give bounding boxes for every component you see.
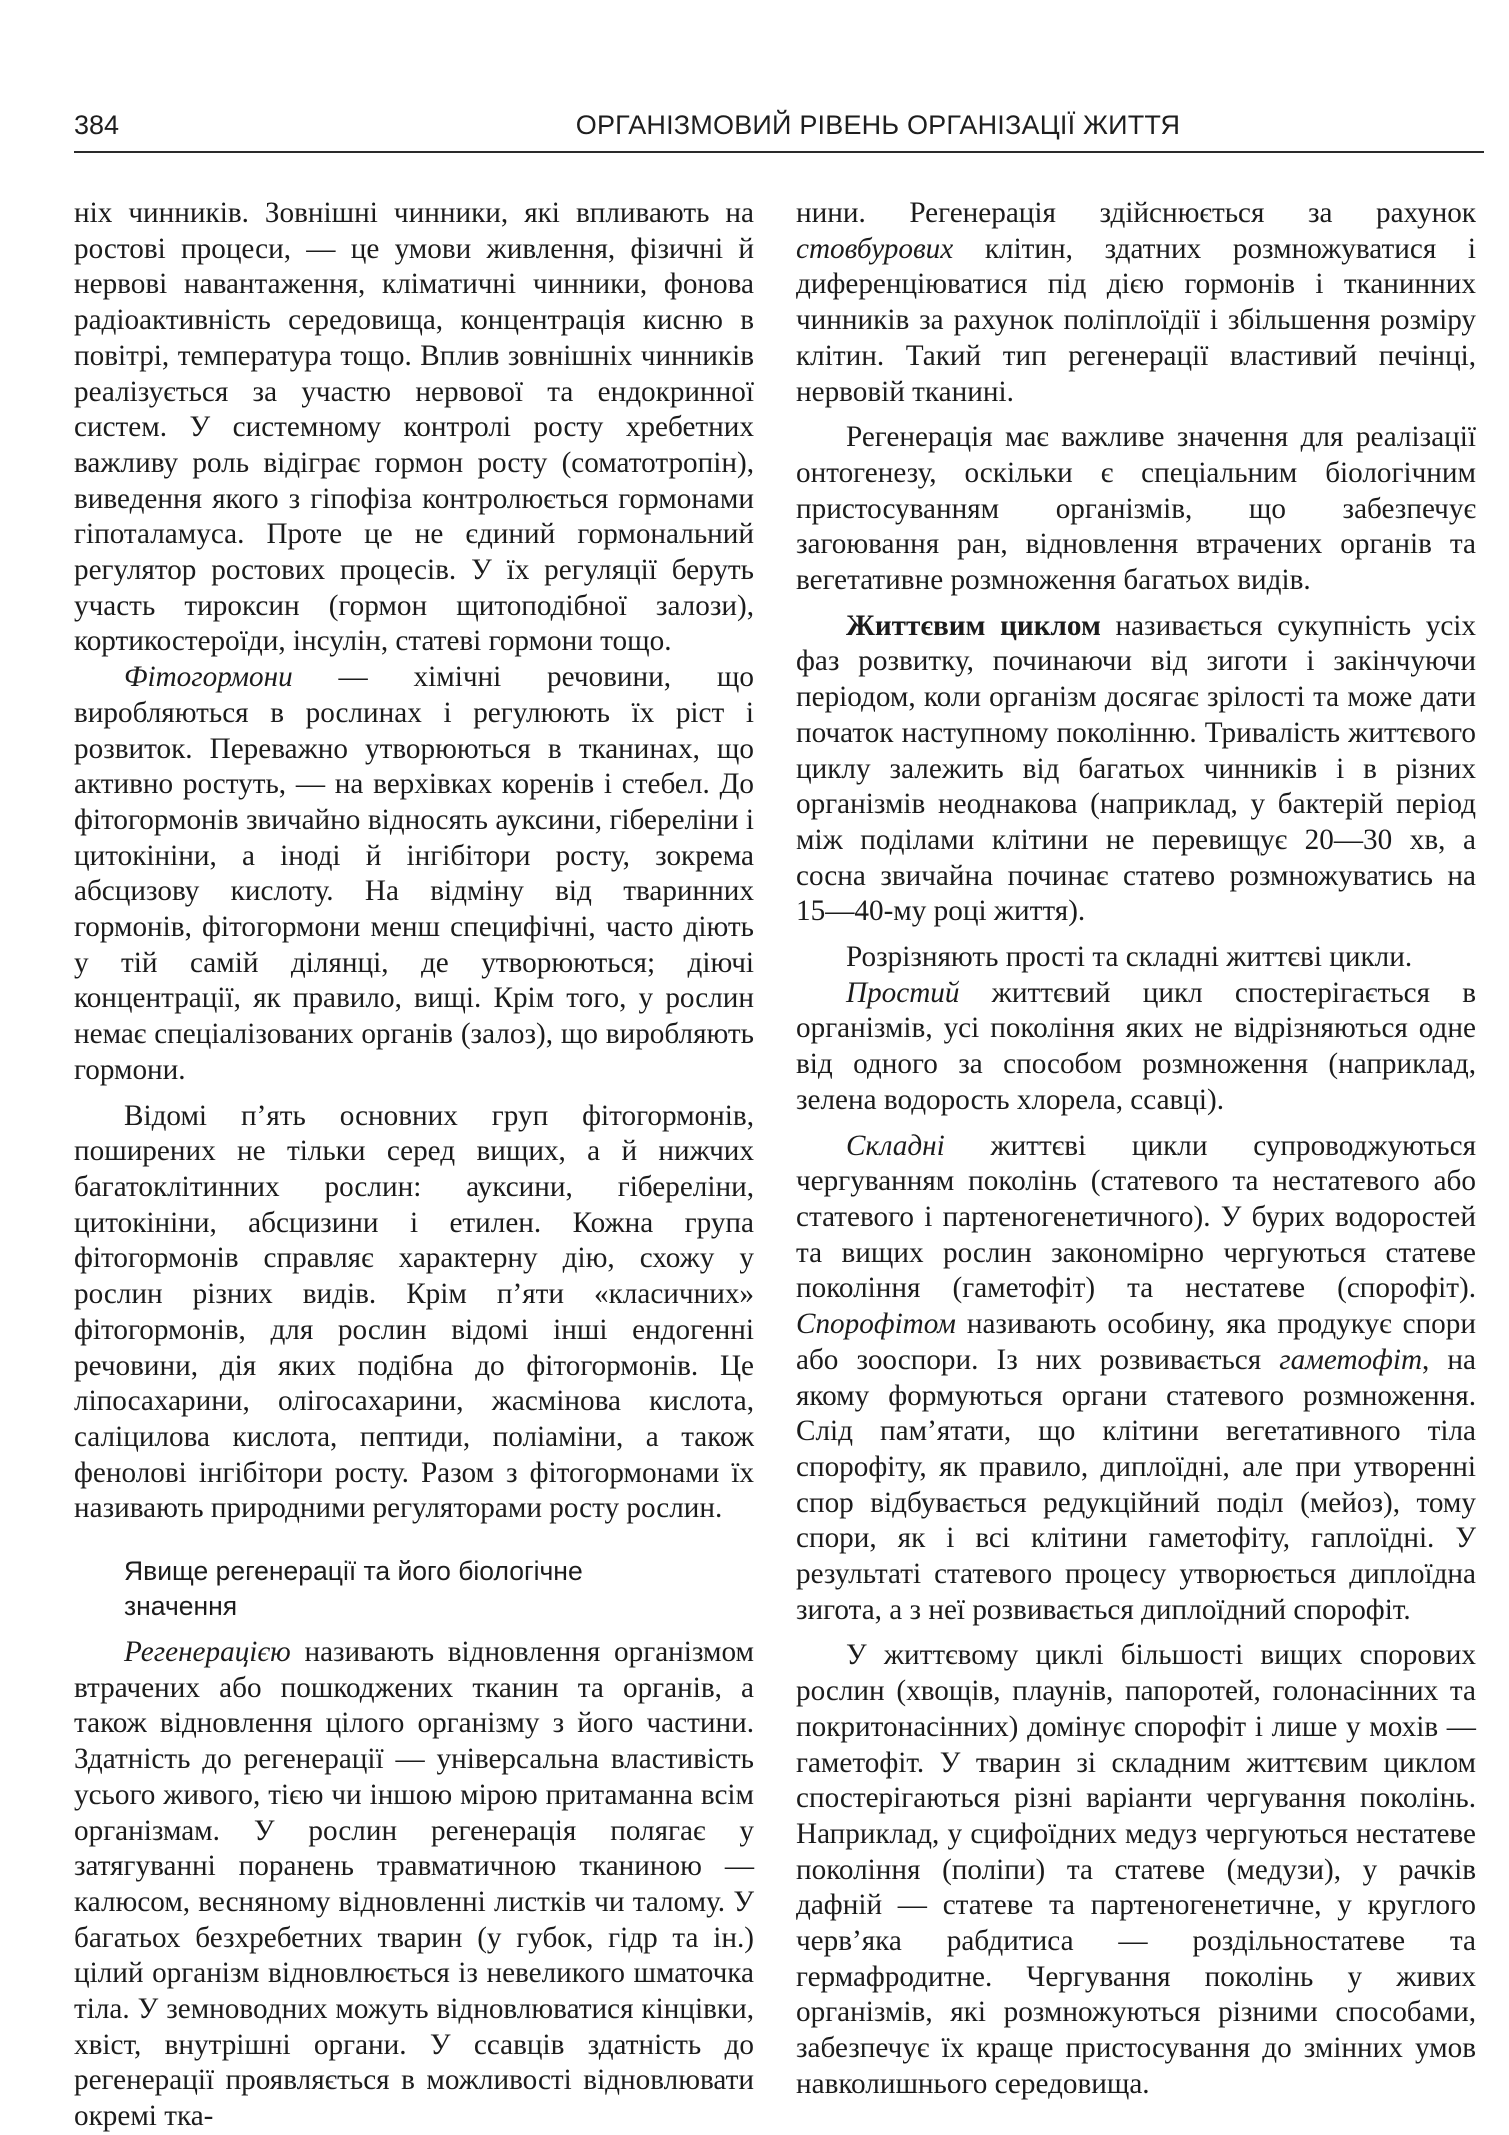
paragraph — [796, 196, 1476, 410]
paragraph: Розрізняють прості та складні життєві цикли. — [846, 941, 1413, 974]
right-column — [796, 196, 1476, 2103]
paragraph — [74, 1635, 754, 2135]
paragraph-text: називають відновлення організмом втрачених або пошкоджених тканин та органів, а також відновлення цілого організму з його частини. Здатність до регенерації — універсальна властивість усього живого, тією чи іншою мірою притаманна всім організмам. У рослин регенерація полягає у затягуванні поранень травматичною тканиною — калюсом, весняному відновленні листків чи талому. У багатьох безхребетних тварин (у губок, гідр та ін.) цілий організм відновлюється із невеликого шматочка тіла. У земноводних можуть відновлюватися кінцівки, хвіст, внутрішні органи. У ссавців здатність до регенерації проявляється в можливості відновлювати окремі тка- — [74, 1636, 754, 2133]
term: стовбурових — [796, 232, 954, 265]
paragraph — [74, 660, 754, 1088]
page-number: 384 — [74, 110, 120, 140]
term: Простий — [846, 976, 960, 1009]
paragraph: Відомі п’ять основних груп фітогормонів, поширених не тільки серед вищих, а й нижчих багатоклітинних рослин: ауксини, гібереліни, цитокініни, абсцизини і етилен. Кожна група фітогормонів справляє характерну дію, схожу у рослин різних видів. Крім п’яти «класичних» фітогормонів, для рослин відомі інші ендогенні речовини, дія яких подібна до фітогормонів. Це ліпосахарини, олігосахарини, жасмінова кислота, саліцилова кислота, пептиди, поліаміни, а також фенолові інгібітори росту. Разом з фітогормонами їх називають природними регуляторами росту рослин. — [74, 1099, 754, 1525]
paragraph: Регенерація має важливе значення для реалізації онтогенезу, оскільки є спеціальним біологічним пристосуванням організмів, що забезпечує загоювання ран, відновлення втрачених органів та вегетативне розмноження багатьох видів. — [796, 421, 1476, 597]
paragraph-text: — хімічні речовини, що виробляються в рослинах і регулюють їх ріст і розвиток. Переважно утворюються в тканинах, що активно ростуть, — на верхівках коренів і стебел. До фітогормонів звичайно відносять ауксини, гібереліни і цитокініни, а іноді й інгібітори росту, зокрема абсцизову кислоту. На відміну від тваринних гормонів, фітогормони менш специфічні, часто діють у тій самій ділянці, де утворюються; діючі концентрації, як правило, вищі. Крім того, у рослин немає спеціалізованих органів (залоз), що виробляють гормони. — [74, 661, 754, 1086]
term: Регенерацією — [124, 1636, 291, 1669]
paragraph-text: називається сукупність усіх фаз розвитку, починаючи від зиготи і закінчуючи періодом, коли організм досягає зрілості та може дати початок наступному поколінню. Тривалість життєвого циклу залежить від багатьох чинників і в різних організмів неоднакова (наприклад, у бактерій період між поділами клітини не перевищує 20—30 хв, а сосна звичайна починає статево розмножуватись на 15—40-му році життя). — [796, 609, 1476, 928]
page-header — [74, 106, 1484, 148]
paragraph — [796, 976, 1476, 1119]
paragraph-text: , на якому формуються органи статевого розмноження. Слід пам’ятати, що клітини вегетативного тіла спорофіту, як правило, диплоїдні, але при утворенні спор відбувається редукційний поділ (мейоз), тому спори, як і всі клітини гаметофіту, гаплоїдні. У результаті статевого процесу утворюється диплоїдна зигота, а з неї розвивається диплоїдний спорофіт. — [796, 1343, 1476, 1626]
section-heading: Явище регенерації та його біологічне значення — [124, 1556, 583, 1622]
paragraph-text: нини. Регенерація здійснюється за рахунок — [796, 197, 1476, 229]
term: Спорофітом — [796, 1308, 956, 1341]
left-column — [74, 196, 754, 2135]
term: гаметофіт — [1279, 1343, 1423, 1376]
running-title: ОРГАНІЗМОВИЙ РІВЕНЬ ОРГАНІЗАЦІЇ ЖИТТЯ — [575, 110, 1181, 140]
header-rule — [74, 151, 1484, 153]
term: Життєвим циклом — [846, 609, 1101, 642]
paragraph-text: життєві цикли супроводжуються чергуванням поколінь (статевого та нестатевого або статевого і партеногенетичного). У бурих водоростей та вищих рослин закономірно чергуються статеве покоління (гаметофіт) та нестатеве (спорофіт). — [796, 1129, 1476, 1305]
paragraph: ніх чинників. Зовнішні чинники, які впливають на ростові процеси, — це умови живлення, фізичні й нервові навантаження, кліматичні чинники, фонова радіоактивність середовища, концентрація кисню в повітрі, температура тощо. Вплив зовнішніх чинників реалізується за участю нервової та ендокринної систем. У системному контролі росту хребетних важливу роль відіграє гормон росту (соматотропін), виведення якого з гіпофіза контролюється гормонами гіпоталамуса. Проте це не єдиний гормональний регулятор ростових процесів. У їх регуляції беруть участь тироксин (гормон щитоподібної залози), кортикостероїди, інсулін, статеві гормони тощо. — [74, 197, 754, 658]
term: Складні — [846, 1129, 945, 1162]
paragraph-text: клітин, здатних розмножуватися і диференціюватися під дією гормонів і тканинних чинників за рахунок поліплоїдії і збільшення розміру клітин. Такий тип регенерації властивий печінці, нервовій тканині. — [796, 232, 1476, 408]
term: Фітогормони — [124, 661, 293, 694]
paragraph-text: життєвий цикл спостерігається в організмів, усі покоління яких не відрізняються одне від одного за способом розмноження (наприклад, зелена водорость хлорела, ссавці). — [796, 976, 1476, 1116]
paragraph — [796, 609, 1476, 930]
paragraph-text: називають особину, яка продукує спори або зооспори. Із них розвивається — [796, 1308, 1476, 1376]
paragraph: У життєвому циклі більшості вищих спорових рослин (хвощів, плаунів, папоротей, голонасінних та покритонасінних) домінує спорофіт і лише у мохів — гаметофіт. У тварин зі складним життєвим циклом спостерігаються різні варіанти чергування поколінь. Наприклад, у сцифоїдних медуз чергуються нестатеве покоління (поліпи) та статеве (медузи), у рачків дафній — статеве та партеногенетичне, у круглого черв’яка рабдитиса — роздільностатеве та гермафродитне. Чергування поколінь у живих організмів, які розмножуються різними способами, забезпечує їх краще пристосування до змінних умов навколишнього середовища. — [796, 1639, 1476, 2100]
paragraph — [796, 1129, 1476, 1629]
